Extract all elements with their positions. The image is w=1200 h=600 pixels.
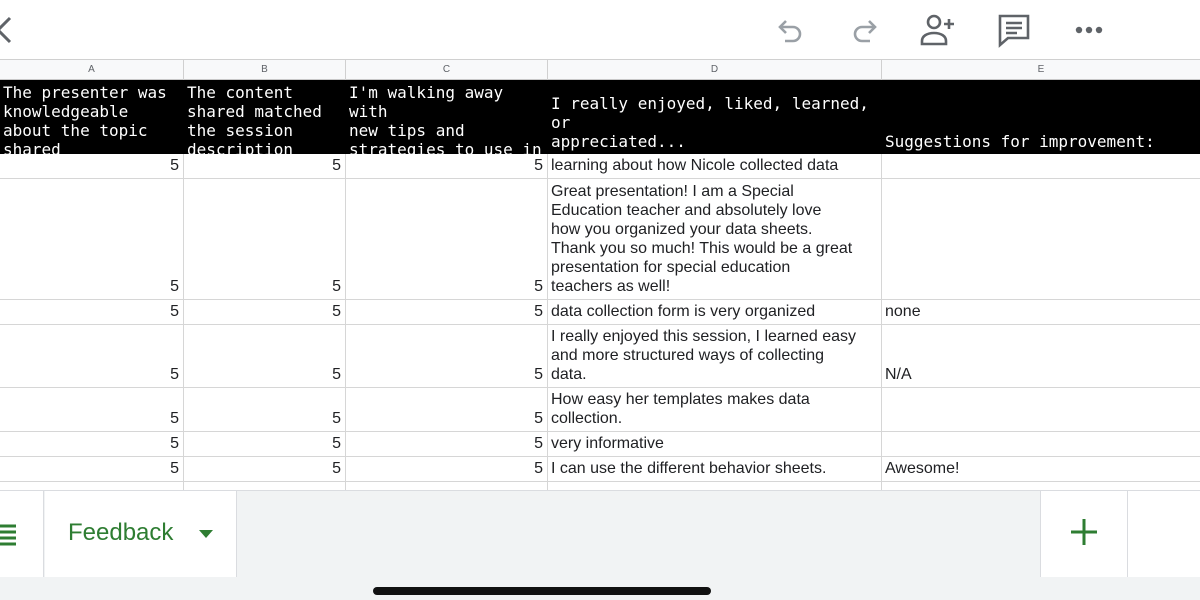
- rating-cell[interactable]: 5: [346, 457, 548, 482]
- column-letter-c[interactable]: C: [346, 60, 548, 80]
- suggestion-cell[interactable]: [882, 388, 1200, 432]
- more-icon[interactable]: [1069, 10, 1109, 50]
- rating-cell[interactable]: 5: [0, 388, 184, 432]
- empty-cell[interactable]: [548, 482, 882, 490]
- rating-cell[interactable]: 5: [346, 300, 548, 325]
- rating-cell[interactable]: 5: [0, 325, 184, 388]
- comment-cell[interactable]: Great presentation! I am a Special Education teacher and absolutely love how you organized your data sheets. Thank you so much! This would be a great presentation for special education teachers as well!: [548, 179, 882, 300]
- back-chevron-icon[interactable]: [0, 10, 24, 50]
- top-toolbar: [0, 0, 1200, 59]
- table-row: [0, 432, 1200, 457]
- sheets-menu-button[interactable]: [0, 491, 44, 577]
- suggestion-cell[interactable]: N/A: [882, 325, 1200, 388]
- comment-cell[interactable]: very informative: [548, 432, 882, 457]
- header-cell-d[interactable]: I really enjoyed, liked, learned, or appreciated...: [548, 80, 882, 154]
- rating-cell[interactable]: 5: [184, 179, 346, 300]
- add-sheet-icon: [1071, 519, 1097, 545]
- empty-cell[interactable]: [184, 482, 346, 490]
- empty-cell[interactable]: [346, 482, 548, 490]
- suggestion-cell[interactable]: [882, 154, 1200, 179]
- add-person-icon[interactable]: [918, 10, 958, 50]
- rating-cell[interactable]: 5: [346, 432, 548, 457]
- table-row: [0, 388, 1200, 432]
- rating-cell[interactable]: 5: [346, 325, 548, 388]
- suggestion-cell[interactable]: [882, 432, 1200, 457]
- comment-cell[interactable]: learning about how Nicole collected data: [548, 154, 882, 179]
- table-row: [0, 457, 1200, 482]
- comment-icon[interactable]: [994, 10, 1034, 50]
- undo-icon[interactable]: [770, 10, 810, 50]
- spreadsheet-grid: [0, 80, 1200, 490]
- column-letter-b[interactable]: B: [184, 60, 346, 80]
- rating-cell[interactable]: 5: [0, 432, 184, 457]
- sheet-bar-filler: [1128, 491, 1200, 577]
- empty-cell[interactable]: [882, 482, 1200, 490]
- comment-cell[interactable]: How easy her templates makes data collection.: [548, 388, 882, 432]
- column-letter-a[interactable]: A: [0, 60, 184, 80]
- comment-cell[interactable]: I really enjoyed this session, I learned easy and more structured ways of collecting data.: [548, 325, 882, 388]
- header-cell-e[interactable]: Suggestions for improvement:: [882, 80, 1200, 154]
- rating-cell[interactable]: 5: [346, 154, 548, 179]
- rating-cell[interactable]: 5: [184, 325, 346, 388]
- rating-cell[interactable]: 5: [346, 179, 548, 300]
- table-row: [0, 482, 1200, 490]
- column-letter-e[interactable]: E: [1037, 64, 1045, 75]
- redo-icon[interactable]: [845, 10, 885, 50]
- rating-cell[interactable]: 5: [184, 154, 346, 179]
- home-indicator[interactable]: [373, 587, 711, 595]
- comment-cell[interactable]: data collection form is very organized: [548, 300, 882, 325]
- sheet-tab-feedback[interactable]: [45, 491, 237, 577]
- suggestion-cell[interactable]: Awesome!: [882, 457, 1200, 482]
- header-cell-a[interactable]: The presenter was knowledgeable about the topic shared: [0, 80, 184, 154]
- rating-cell[interactable]: 5: [346, 388, 548, 432]
- header-cell-c[interactable]: I'm walking away with new tips and strategies to use in my role: [346, 80, 548, 154]
- sheet-tab-label: Feedback: [68, 519, 174, 546]
- column-header-bar: [0, 59, 1200, 80]
- rating-cell[interactable]: 5: [0, 300, 184, 325]
- dropdown-arrow-icon[interactable]: [199, 529, 213, 539]
- table-row: [0, 300, 1200, 325]
- table-row: [0, 179, 1200, 300]
- add-sheet-button[interactable]: [1040, 491, 1128, 577]
- comment-cell[interactable]: I can use the different behavior sheets.: [548, 457, 882, 482]
- empty-cell[interactable]: [0, 482, 184, 490]
- column-letter-d[interactable]: D: [548, 60, 882, 80]
- table-row: [0, 154, 1200, 179]
- rating-cell[interactable]: 5: [0, 179, 184, 300]
- rating-cell[interactable]: 5: [184, 300, 346, 325]
- table-row: [0, 325, 1200, 388]
- suggestion-cell[interactable]: [882, 179, 1200, 300]
- rating-cell[interactable]: 5: [0, 457, 184, 482]
- sheet-bar: [0, 490, 1200, 600]
- rating-cell[interactable]: 5: [184, 432, 346, 457]
- rating-cell[interactable]: 5: [184, 388, 346, 432]
- suggestion-cell[interactable]: none: [882, 300, 1200, 325]
- rating-cell[interactable]: 5: [184, 457, 346, 482]
- sheets-menu-icon: [0, 523, 18, 545]
- rating-cell[interactable]: 5: [0, 154, 184, 179]
- header-cell-b[interactable]: The content shared matched the session description: [184, 80, 346, 154]
